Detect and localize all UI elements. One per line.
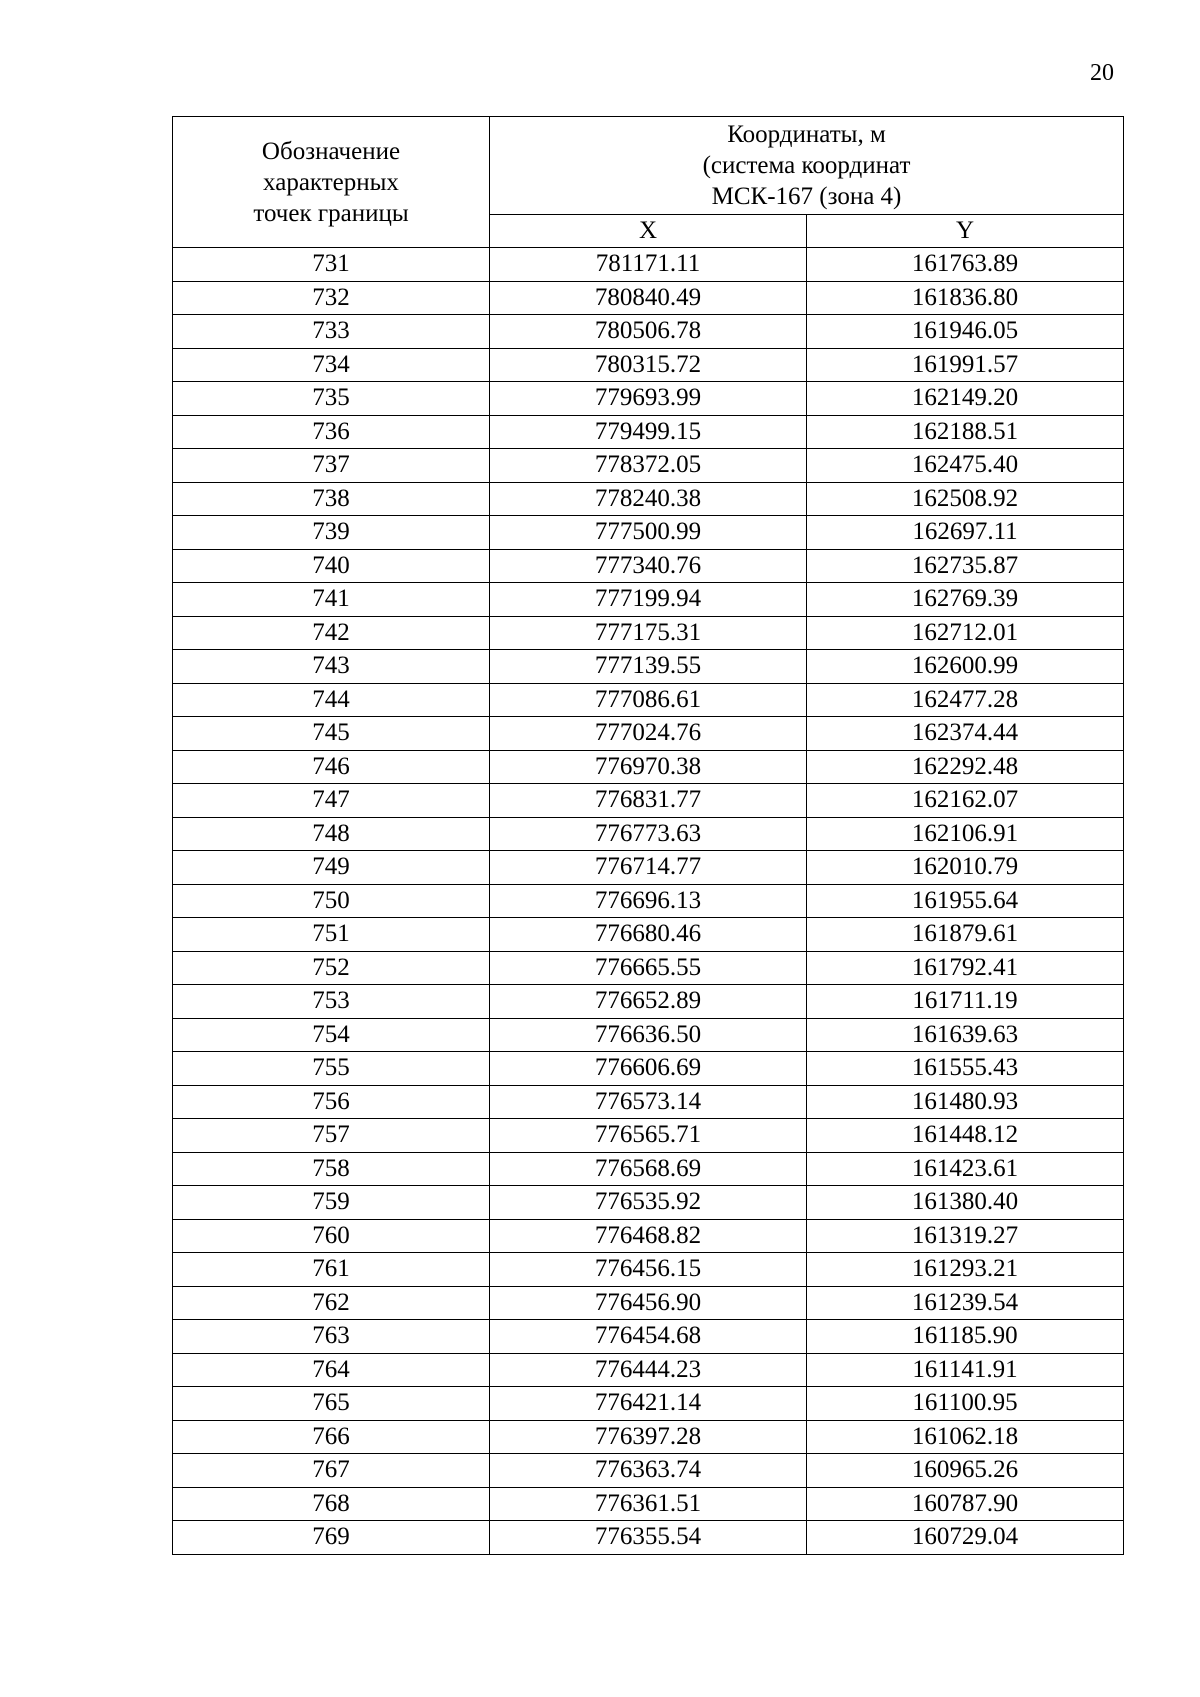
table-row	[173, 1253, 1124, 1287]
x-coordinate-cell: 776714.77	[490, 851, 807, 885]
table-row	[173, 248, 1124, 282]
point-cell: 732	[173, 281, 490, 315]
table-row	[173, 1219, 1124, 1253]
x-coordinate-cell: 776565.71	[490, 1119, 807, 1153]
point-cell: 742	[173, 616, 490, 650]
y-coordinate-cell: 162735.87	[807, 549, 1124, 583]
y-coordinate-cell: 161763.89	[807, 248, 1124, 282]
table-row	[173, 1487, 1124, 1521]
point-cell: 760	[173, 1219, 490, 1253]
point-cell: 741	[173, 583, 490, 617]
x-coordinate-cell: 781171.11	[490, 248, 807, 282]
table-row	[173, 1353, 1124, 1387]
table-row	[173, 549, 1124, 583]
point-cell: 767	[173, 1454, 490, 1488]
y-coordinate-cell: 162010.79	[807, 851, 1124, 885]
table-row	[173, 616, 1124, 650]
x-coordinate-cell: 776606.69	[490, 1052, 807, 1086]
x-coordinate-cell: 776454.68	[490, 1320, 807, 1354]
x-coordinate-cell: 776468.82	[490, 1219, 807, 1253]
y-coordinate-cell: 162374.44	[807, 717, 1124, 751]
point-cell: 769	[173, 1521, 490, 1555]
table-row	[173, 683, 1124, 717]
table-row	[173, 1320, 1124, 1354]
coordinates-table	[172, 116, 1124, 1555]
y-coordinate-cell: 161991.57	[807, 348, 1124, 382]
y-coordinate-cell: 162769.39	[807, 583, 1124, 617]
x-coordinate-cell: 776636.50	[490, 1018, 807, 1052]
y-coordinate-cell: 162188.51	[807, 415, 1124, 449]
y-coordinate-cell: 160787.90	[807, 1487, 1124, 1521]
point-cell: 735	[173, 382, 490, 416]
y-coordinate-cell: 160965.26	[807, 1454, 1124, 1488]
point-cell: 748	[173, 817, 490, 851]
x-coordinate-cell: 776361.51	[490, 1487, 807, 1521]
table-row	[173, 1119, 1124, 1153]
table-row	[173, 1521, 1124, 1555]
point-cell: 757	[173, 1119, 490, 1153]
y-coordinate-cell: 162292.48	[807, 750, 1124, 784]
y-coordinate-cell: 162106.91	[807, 817, 1124, 851]
table-row	[173, 918, 1124, 952]
header-x: X	[490, 215, 807, 248]
point-cell: 733	[173, 315, 490, 349]
table-row	[173, 281, 1124, 315]
table-row	[173, 1454, 1124, 1488]
x-coordinate-cell: 776680.46	[490, 918, 807, 952]
point-cell: 736	[173, 415, 490, 449]
y-coordinate-cell: 161448.12	[807, 1119, 1124, 1153]
y-coordinate-cell: 161480.93	[807, 1085, 1124, 1119]
point-cell: 746	[173, 750, 490, 784]
point-cell: 743	[173, 650, 490, 684]
table-row	[173, 784, 1124, 818]
header-y: Y	[807, 215, 1124, 248]
x-coordinate-cell: 776444.23	[490, 1353, 807, 1387]
point-cell: 745	[173, 717, 490, 751]
x-coordinate-cell: 776535.92	[490, 1186, 807, 1220]
y-coordinate-cell: 161141.91	[807, 1353, 1124, 1387]
x-coordinate-cell: 776652.89	[490, 985, 807, 1019]
y-coordinate-cell: 161423.61	[807, 1152, 1124, 1186]
table-row	[173, 1152, 1124, 1186]
point-cell: 764	[173, 1353, 490, 1387]
x-coordinate-cell: 777139.55	[490, 650, 807, 684]
point-cell: 738	[173, 482, 490, 516]
x-coordinate-cell: 779499.15	[490, 415, 807, 449]
table-row	[173, 482, 1124, 516]
x-coordinate-cell: 776456.90	[490, 1286, 807, 1320]
x-coordinate-cell: 780506.78	[490, 315, 807, 349]
y-coordinate-cell: 161380.40	[807, 1186, 1124, 1220]
y-coordinate-cell: 161062.18	[807, 1420, 1124, 1454]
y-coordinate-cell: 161293.21	[807, 1253, 1124, 1287]
y-coordinate-cell: 162477.28	[807, 683, 1124, 717]
page-number: 20	[1090, 60, 1114, 86]
point-cell: 752	[173, 951, 490, 985]
table-row	[173, 884, 1124, 918]
y-coordinate-cell: 162712.01	[807, 616, 1124, 650]
table-row	[173, 650, 1124, 684]
x-coordinate-cell: 776970.38	[490, 750, 807, 784]
point-cell: 762	[173, 1286, 490, 1320]
table-row	[173, 1387, 1124, 1421]
y-coordinate-cell: 161239.54	[807, 1286, 1124, 1320]
point-cell: 739	[173, 516, 490, 550]
table-row	[173, 1018, 1124, 1052]
x-coordinate-cell: 776456.15	[490, 1253, 807, 1287]
x-coordinate-cell: 780315.72	[490, 348, 807, 382]
point-cell: 750	[173, 884, 490, 918]
table-row	[173, 1186, 1124, 1220]
x-coordinate-cell: 777340.76	[490, 549, 807, 583]
table-row	[173, 583, 1124, 617]
x-coordinate-cell: 776397.28	[490, 1420, 807, 1454]
table-row	[173, 1286, 1124, 1320]
x-coordinate-cell: 776831.77	[490, 784, 807, 818]
header-point-designation: Обозначение характерных точек границы	[173, 117, 490, 248]
table-row	[173, 348, 1124, 382]
header-coordinates: Координаты, м (система координат МСК-167 (зона 4)	[490, 117, 1124, 215]
point-cell: 761	[173, 1253, 490, 1287]
point-cell: 744	[173, 683, 490, 717]
x-coordinate-cell: 776363.74	[490, 1454, 807, 1488]
point-cell: 734	[173, 348, 490, 382]
y-coordinate-cell: 160729.04	[807, 1521, 1124, 1555]
y-coordinate-cell: 162600.99	[807, 650, 1124, 684]
header-row-top	[173, 117, 1124, 215]
x-coordinate-cell: 776696.13	[490, 884, 807, 918]
x-coordinate-cell: 776773.63	[490, 817, 807, 851]
x-coordinate-cell: 780840.49	[490, 281, 807, 315]
y-coordinate-cell: 161555.43	[807, 1052, 1124, 1086]
x-coordinate-cell: 776355.54	[490, 1521, 807, 1555]
y-coordinate-cell: 161879.61	[807, 918, 1124, 952]
x-coordinate-cell: 776568.69	[490, 1152, 807, 1186]
y-coordinate-cell: 161711.19	[807, 985, 1124, 1019]
point-cell: 759	[173, 1186, 490, 1220]
y-coordinate-cell: 162475.40	[807, 449, 1124, 483]
point-cell: 731	[173, 248, 490, 282]
point-cell: 756	[173, 1085, 490, 1119]
table-row	[173, 449, 1124, 483]
table-row	[173, 1420, 1124, 1454]
x-coordinate-cell: 776573.14	[490, 1085, 807, 1119]
table-row	[173, 817, 1124, 851]
x-coordinate-cell: 777199.94	[490, 583, 807, 617]
y-coordinate-cell: 161319.27	[807, 1219, 1124, 1253]
table-row	[173, 1085, 1124, 1119]
point-cell: 737	[173, 449, 490, 483]
table-row	[173, 415, 1124, 449]
point-cell: 768	[173, 1487, 490, 1521]
point-cell: 749	[173, 851, 490, 885]
x-coordinate-cell: 778240.38	[490, 482, 807, 516]
y-coordinate-cell: 161946.05	[807, 315, 1124, 349]
point-cell: 751	[173, 918, 490, 952]
table-row	[173, 516, 1124, 550]
y-coordinate-cell: 162508.92	[807, 482, 1124, 516]
point-cell: 766	[173, 1420, 490, 1454]
x-coordinate-cell: 777175.31	[490, 616, 807, 650]
y-coordinate-cell: 161639.63	[807, 1018, 1124, 1052]
point-cell: 754	[173, 1018, 490, 1052]
point-cell: 765	[173, 1387, 490, 1421]
point-cell: 753	[173, 985, 490, 1019]
x-coordinate-cell: 777086.61	[490, 683, 807, 717]
point-cell: 747	[173, 784, 490, 818]
x-coordinate-cell: 777500.99	[490, 516, 807, 550]
table-row	[173, 1052, 1124, 1086]
y-coordinate-cell: 162162.07	[807, 784, 1124, 818]
y-coordinate-cell: 161792.41	[807, 951, 1124, 985]
table-body	[173, 248, 1124, 1555]
table-row	[173, 382, 1124, 416]
y-coordinate-cell: 161185.90	[807, 1320, 1124, 1354]
x-coordinate-cell: 779693.99	[490, 382, 807, 416]
point-cell: 763	[173, 1320, 490, 1354]
table-row	[173, 750, 1124, 784]
x-coordinate-cell: 778372.05	[490, 449, 807, 483]
y-coordinate-cell: 161100.95	[807, 1387, 1124, 1421]
table-row	[173, 985, 1124, 1019]
x-coordinate-cell: 776665.55	[490, 951, 807, 985]
point-cell: 740	[173, 549, 490, 583]
table-header	[173, 117, 1124, 248]
y-coordinate-cell: 161836.80	[807, 281, 1124, 315]
x-coordinate-cell: 777024.76	[490, 717, 807, 751]
point-cell: 755	[173, 1052, 490, 1086]
y-coordinate-cell: 161955.64	[807, 884, 1124, 918]
x-coordinate-cell: 776421.14	[490, 1387, 807, 1421]
table-row	[173, 851, 1124, 885]
y-coordinate-cell: 162697.11	[807, 516, 1124, 550]
table-row	[173, 951, 1124, 985]
y-coordinate-cell: 162149.20	[807, 382, 1124, 416]
table-row	[173, 315, 1124, 349]
table-row	[173, 717, 1124, 751]
point-cell: 758	[173, 1152, 490, 1186]
